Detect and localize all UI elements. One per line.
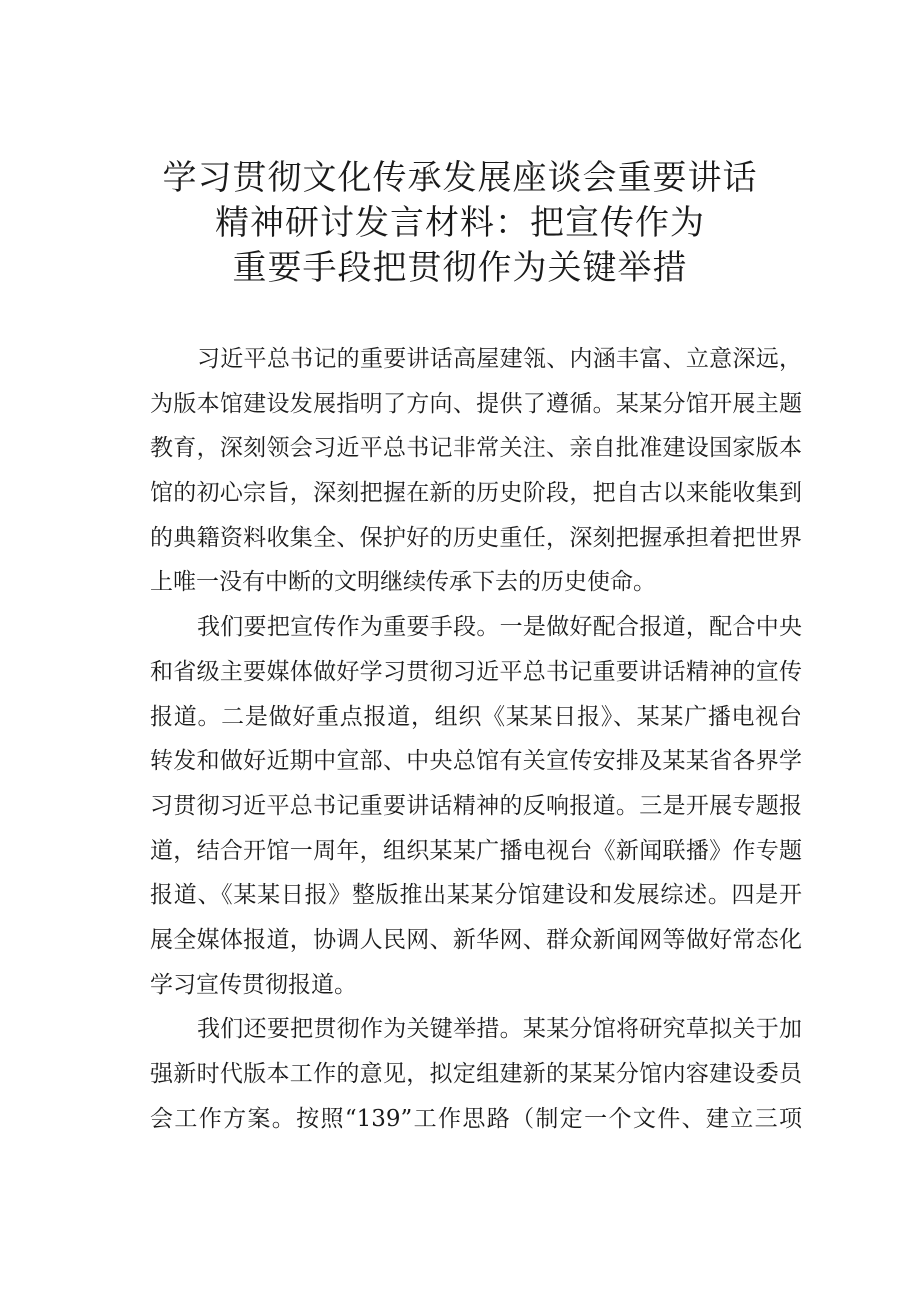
text-line: 转发和做好近期中宣部、中央总馆有关宣传安排及某某省各界学: [150, 748, 802, 775]
paragraph: [150, 1007, 802, 1141]
text-line: 学习宣传贯彻报道。: [150, 971, 357, 998]
title-line: 重要手段把贯彻作为关键举措: [232, 248, 688, 288]
text-line: 报道。二是做好重点报道，组织《某某日报》、某某广播电视台: [150, 703, 802, 730]
text-line: 习近平总书记的重要讲话高屋建瓴、内涵丰富、立意深远，: [197, 346, 802, 372]
text-line: 道，结合开馆一周年，组织某某广播电视台《新闻联播》作专题: [150, 837, 802, 864]
text-line: 强新时代版本工作的意见，拟定组建新的某某分馆内容建设委员: [150, 1061, 802, 1087]
text-line: 为版本馆建设发展指明了方向、提供了遵循。某某分馆开展主题: [150, 390, 802, 417]
document-body: [150, 337, 802, 1141]
paragraph: [150, 337, 802, 605]
title-line: 精神研讨发言材料：把宣传作为: [215, 203, 705, 243]
text-line: 和省级主要媒体做好学习贯彻习近平总书记重要讲话精神的宣传: [150, 658, 802, 685]
text-line: 的典籍资料收集全、保护好的历史重任，深刻把握承担着把世界: [150, 524, 802, 551]
text-line: 教育，深刻领会习近平总书记非常关注、亲自批准建设国家版本: [150, 435, 802, 462]
text-line: 会工作方案。按照“139”工作思路（制定一个文件、建立三项: [150, 1105, 802, 1132]
text-line: 习贯彻习近平总书记重要讲话精神的反响报道。三是开展专题报: [150, 792, 802, 819]
paragraph: [150, 605, 802, 1007]
title-line: 学习贯彻文化传承发展座谈会重要讲话: [162, 158, 758, 198]
text-line: 上唯一没有中断的文明继续传承下去的历史使命。: [150, 569, 656, 596]
document-title: [80, 156, 840, 291]
text-line: 报道、《某某日报》整版推出某某分馆建设和发展综述。四是开: [150, 882, 802, 909]
text-line: 展全媒体报道，协调人民网、新华网、群众新闻网等做好常态化: [150, 926, 802, 953]
text-line: 我们要把宣传作为重要手段。一是做好配合报道，配合中央: [197, 614, 802, 641]
text-line: 我们还要把贯彻作为关键举措。某某分馆将研究草拟关于加: [197, 1016, 802, 1043]
text-line: 馆的初心宗旨，深刻把握在新的历史阶段，把自古以来能收集到: [150, 480, 802, 507]
